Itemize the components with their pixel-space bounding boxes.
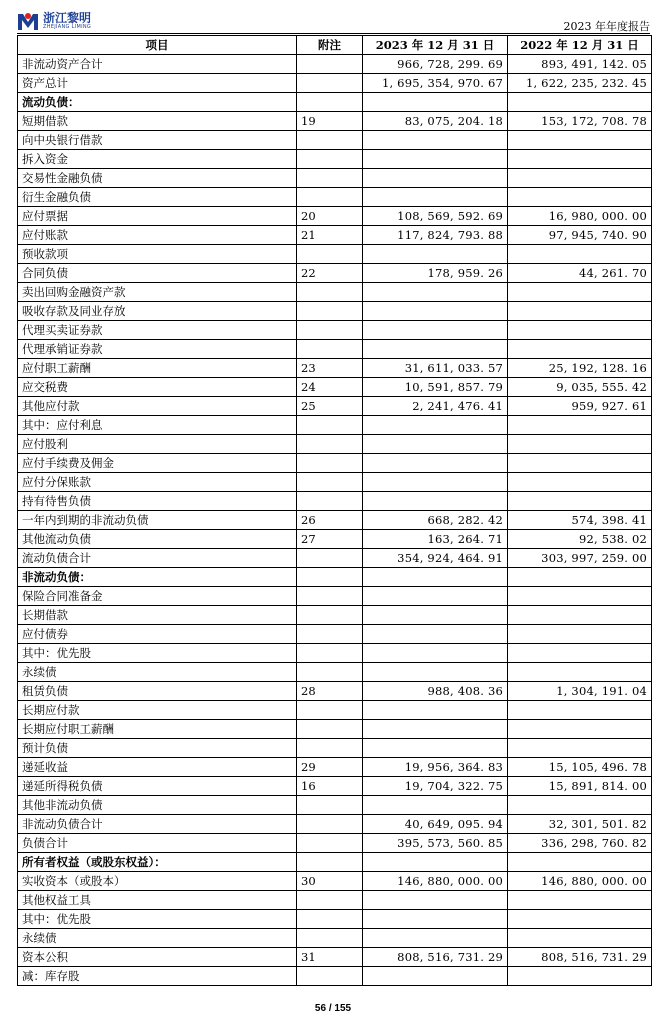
row-item-label: 递延所得税负债 bbox=[18, 777, 297, 796]
row-item-label: 应交税费 bbox=[18, 378, 297, 397]
table-row bbox=[18, 283, 652, 302]
row-item-label: 保险合同准备金 bbox=[18, 587, 297, 606]
table-row bbox=[18, 264, 652, 283]
row-note bbox=[297, 625, 363, 644]
row-note bbox=[297, 644, 363, 663]
row-value-2022 bbox=[508, 492, 652, 511]
table-row bbox=[18, 112, 652, 131]
row-item-label: 应付票据 bbox=[18, 207, 297, 226]
row-value-2023 bbox=[363, 131, 508, 150]
row-item-label: 一年内到期的非流动负债 bbox=[18, 511, 297, 530]
row-note bbox=[297, 492, 363, 511]
row-item-label: 代理买卖证券款 bbox=[18, 321, 297, 340]
row-value-2023: 354, 924, 464. 91 bbox=[363, 549, 508, 568]
row-value-2022 bbox=[508, 169, 652, 188]
table-row bbox=[18, 701, 652, 720]
row-value-2022: 9, 035, 555. 42 bbox=[508, 378, 652, 397]
row-value-2022 bbox=[508, 568, 652, 587]
row-item-label: 交易性金融负债 bbox=[18, 169, 297, 188]
row-note bbox=[297, 55, 363, 74]
table-row bbox=[18, 511, 652, 530]
row-note bbox=[297, 701, 363, 720]
row-item-label: 永续债 bbox=[18, 929, 297, 948]
row-value-2022: 336, 298, 760. 82 bbox=[508, 834, 652, 853]
row-value-2022 bbox=[508, 796, 652, 815]
row-value-2022 bbox=[508, 929, 652, 948]
table-header-row bbox=[18, 36, 652, 55]
row-item-label: 应付股利 bbox=[18, 435, 297, 454]
row-item-label: 非流动负债： bbox=[18, 568, 297, 587]
table-row bbox=[18, 720, 652, 739]
row-value-2022: 808, 516, 731. 29 bbox=[508, 948, 652, 967]
row-value-2023 bbox=[363, 644, 508, 663]
row-value-2023 bbox=[363, 720, 508, 739]
row-value-2022 bbox=[508, 644, 652, 663]
table-row bbox=[18, 473, 652, 492]
row-value-2023 bbox=[363, 321, 508, 340]
row-item-label: 应付账款 bbox=[18, 226, 297, 245]
row-value-2023 bbox=[363, 416, 508, 435]
table-row bbox=[18, 758, 652, 777]
row-item-label: 递延收益 bbox=[18, 758, 297, 777]
row-value-2022 bbox=[508, 663, 652, 682]
column-header-note: 附注 bbox=[297, 36, 363, 55]
row-value-2023: 668, 282. 42 bbox=[363, 511, 508, 530]
row-item-label: 其他应付款 bbox=[18, 397, 297, 416]
table-row bbox=[18, 568, 652, 587]
table-row bbox=[18, 644, 652, 663]
row-value-2023: 395, 573, 560. 85 bbox=[363, 834, 508, 853]
row-value-2022: 959, 927. 61 bbox=[508, 397, 652, 416]
table-row bbox=[18, 378, 652, 397]
table-row bbox=[18, 815, 652, 834]
row-value-2023: 988, 408. 36 bbox=[363, 682, 508, 701]
row-value-2023 bbox=[363, 568, 508, 587]
table-row bbox=[18, 93, 652, 112]
logo-english-text: ZHEJIANG LIMING bbox=[43, 24, 92, 30]
liming-logo-icon bbox=[17, 11, 39, 31]
row-note bbox=[297, 606, 363, 625]
row-item-label: 衍生金融负债 bbox=[18, 188, 297, 207]
row-value-2023 bbox=[363, 606, 508, 625]
table-row bbox=[18, 853, 652, 872]
row-item-label: 非流动负债合计 bbox=[18, 815, 297, 834]
row-value-2023 bbox=[363, 587, 508, 606]
table-row bbox=[18, 340, 652, 359]
row-value-2022 bbox=[508, 435, 652, 454]
table-row bbox=[18, 435, 652, 454]
row-note: 29 bbox=[297, 758, 363, 777]
row-item-label: 吸收存款及同业存放 bbox=[18, 302, 297, 321]
table-row bbox=[18, 131, 652, 150]
row-item-label: 持有待售负债 bbox=[18, 492, 297, 511]
row-value-2022 bbox=[508, 625, 652, 644]
table-row bbox=[18, 625, 652, 644]
row-value-2023 bbox=[363, 929, 508, 948]
row-value-2022 bbox=[508, 283, 652, 302]
row-value-2023 bbox=[363, 796, 508, 815]
row-value-2023 bbox=[363, 454, 508, 473]
row-item-label: 向中央银行借款 bbox=[18, 131, 297, 150]
row-value-2023 bbox=[363, 93, 508, 112]
row-item-label: 短期借款 bbox=[18, 112, 297, 131]
table-row bbox=[18, 739, 652, 758]
row-item-label: 流动负债： bbox=[18, 93, 297, 112]
row-value-2022: 15, 105, 496. 78 bbox=[508, 758, 652, 777]
table-row bbox=[18, 207, 652, 226]
table-body bbox=[18, 55, 652, 986]
row-value-2022: 92, 538. 02 bbox=[508, 530, 652, 549]
row-note bbox=[297, 739, 363, 758]
row-note bbox=[297, 796, 363, 815]
table-row bbox=[18, 606, 652, 625]
row-item-label: 拆入资金 bbox=[18, 150, 297, 169]
row-value-2022 bbox=[508, 454, 652, 473]
row-value-2023 bbox=[363, 302, 508, 321]
row-value-2023 bbox=[363, 492, 508, 511]
row-item-label: 应付职工薪酬 bbox=[18, 359, 297, 378]
table-row bbox=[18, 188, 652, 207]
row-note: 28 bbox=[297, 682, 363, 701]
table-row bbox=[18, 967, 652, 986]
column-header-2022: 2022 年 12 月 31 日 bbox=[508, 36, 652, 55]
row-note bbox=[297, 188, 363, 207]
row-note: 24 bbox=[297, 378, 363, 397]
row-value-2022 bbox=[508, 967, 652, 986]
row-note bbox=[297, 967, 363, 986]
row-value-2023: 83, 075, 204. 18 bbox=[363, 112, 508, 131]
row-item-label: 实收资本（或股本） bbox=[18, 872, 297, 891]
row-value-2022: 1, 304, 191. 04 bbox=[508, 682, 652, 701]
report-title: 2023 年年度报告 bbox=[563, 20, 650, 33]
row-note bbox=[297, 74, 363, 93]
row-item-label: 预计负债 bbox=[18, 739, 297, 758]
row-value-2022: 32, 301, 501. 82 bbox=[508, 815, 652, 834]
row-value-2022: 893, 491, 142. 05 bbox=[508, 55, 652, 74]
row-note bbox=[297, 454, 363, 473]
row-item-label: 长期借款 bbox=[18, 606, 297, 625]
row-value-2022 bbox=[508, 416, 652, 435]
row-value-2023 bbox=[363, 283, 508, 302]
row-value-2023 bbox=[363, 169, 508, 188]
logo-chinese-text: 浙江黎明 bbox=[43, 11, 92, 25]
table-row bbox=[18, 663, 652, 682]
row-item-label: 合同负债 bbox=[18, 264, 297, 283]
row-value-2022 bbox=[508, 606, 652, 625]
table-row bbox=[18, 948, 652, 967]
row-value-2022 bbox=[508, 587, 652, 606]
row-note bbox=[297, 150, 363, 169]
table-row bbox=[18, 245, 652, 264]
row-value-2022: 25, 192, 128. 16 bbox=[508, 359, 652, 378]
row-value-2022 bbox=[508, 701, 652, 720]
row-value-2022 bbox=[508, 302, 652, 321]
row-item-label: 应付分保账款 bbox=[18, 473, 297, 492]
row-note: 23 bbox=[297, 359, 363, 378]
row-note bbox=[297, 473, 363, 492]
row-value-2022 bbox=[508, 150, 652, 169]
row-value-2023: 108, 569, 592. 69 bbox=[363, 207, 508, 226]
row-item-label: 负债合计 bbox=[18, 834, 297, 853]
row-value-2023 bbox=[363, 435, 508, 454]
row-value-2022 bbox=[508, 720, 652, 739]
row-value-2023: 966, 728, 299. 69 bbox=[363, 55, 508, 74]
row-value-2022 bbox=[508, 188, 652, 207]
row-note bbox=[297, 131, 363, 150]
table-row bbox=[18, 55, 652, 74]
row-item-label: 非流动资产合计 bbox=[18, 55, 297, 74]
row-value-2023: 178, 959. 26 bbox=[363, 264, 508, 283]
table-row bbox=[18, 891, 652, 910]
row-note bbox=[297, 549, 363, 568]
row-value-2023 bbox=[363, 739, 508, 758]
table-row bbox=[18, 530, 652, 549]
row-item-label: 资产总计 bbox=[18, 74, 297, 93]
table-row bbox=[18, 359, 652, 378]
page-header bbox=[17, 9, 650, 33]
row-value-2022 bbox=[508, 739, 652, 758]
row-note: 27 bbox=[297, 530, 363, 549]
row-note: 16 bbox=[297, 777, 363, 796]
row-note: 21 bbox=[297, 226, 363, 245]
row-note bbox=[297, 929, 363, 948]
row-note bbox=[297, 169, 363, 188]
row-value-2022 bbox=[508, 245, 652, 264]
row-item-label: 应付手续费及佣金 bbox=[18, 454, 297, 473]
row-note: 20 bbox=[297, 207, 363, 226]
row-value-2022: 1, 622, 235, 232. 45 bbox=[508, 74, 652, 93]
row-item-label: 永续债 bbox=[18, 663, 297, 682]
row-value-2023 bbox=[363, 967, 508, 986]
row-note: 19 bbox=[297, 112, 363, 131]
page-number: 56 / 155 bbox=[314, 1003, 352, 1014]
column-header-item: 项目 bbox=[18, 36, 297, 55]
row-note: 31 bbox=[297, 948, 363, 967]
row-value-2023 bbox=[363, 625, 508, 644]
table-row bbox=[18, 302, 652, 321]
row-note bbox=[297, 720, 363, 739]
table-row bbox=[18, 397, 652, 416]
row-value-2023 bbox=[363, 473, 508, 492]
row-value-2022: 153, 172, 708. 78 bbox=[508, 112, 652, 131]
row-value-2022: 303, 997, 259. 00 bbox=[508, 549, 652, 568]
row-value-2023 bbox=[363, 910, 508, 929]
row-value-2023: 2, 241, 476. 41 bbox=[363, 397, 508, 416]
row-item-label: 长期应付职工薪酬 bbox=[18, 720, 297, 739]
row-item-label: 所有者权益（或股东权益）： bbox=[18, 853, 297, 872]
row-item-label: 其中：优先股 bbox=[18, 910, 297, 929]
row-item-label: 应付债券 bbox=[18, 625, 297, 644]
table-row bbox=[18, 549, 652, 568]
row-note bbox=[297, 910, 363, 929]
row-note bbox=[297, 93, 363, 112]
row-note: 25 bbox=[297, 397, 363, 416]
row-note bbox=[297, 283, 363, 302]
row-value-2023: 19, 704, 322. 75 bbox=[363, 777, 508, 796]
row-value-2023: 40, 649, 095. 94 bbox=[363, 815, 508, 834]
row-note bbox=[297, 815, 363, 834]
row-note bbox=[297, 435, 363, 454]
row-value-2023 bbox=[363, 340, 508, 359]
row-item-label: 代理承销证券款 bbox=[18, 340, 297, 359]
row-note bbox=[297, 302, 363, 321]
row-note bbox=[297, 321, 363, 340]
table-row bbox=[18, 834, 652, 853]
row-value-2023: 808, 516, 731. 29 bbox=[363, 948, 508, 967]
table-row bbox=[18, 492, 652, 511]
row-note bbox=[297, 568, 363, 587]
row-note bbox=[297, 853, 363, 872]
table-row bbox=[18, 777, 652, 796]
row-note bbox=[297, 834, 363, 853]
row-value-2022: 15, 891, 814. 00 bbox=[508, 777, 652, 796]
row-value-2022: 16, 980, 000. 00 bbox=[508, 207, 652, 226]
company-logo bbox=[17, 9, 91, 33]
row-value-2023 bbox=[363, 701, 508, 720]
row-item-label: 长期应付款 bbox=[18, 701, 297, 720]
row-item-label: 卖出回购金融资产款 bbox=[18, 283, 297, 302]
row-note: 30 bbox=[297, 872, 363, 891]
row-note bbox=[297, 416, 363, 435]
row-value-2023 bbox=[363, 891, 508, 910]
row-value-2023: 1, 695, 354, 970. 67 bbox=[363, 74, 508, 93]
row-value-2022 bbox=[508, 93, 652, 112]
row-value-2023: 10, 591, 857. 79 bbox=[363, 378, 508, 397]
row-note bbox=[297, 663, 363, 682]
row-item-label: 其他权益工具 bbox=[18, 891, 297, 910]
row-value-2022 bbox=[508, 340, 652, 359]
row-value-2023 bbox=[363, 188, 508, 207]
column-header-2023: 2023 年 12 月 31 日 bbox=[363, 36, 508, 55]
table-row bbox=[18, 169, 652, 188]
row-value-2022 bbox=[508, 910, 652, 929]
table-row bbox=[18, 454, 652, 473]
table-row bbox=[18, 929, 652, 948]
row-note bbox=[297, 587, 363, 606]
table-row bbox=[18, 226, 652, 245]
header-divider bbox=[17, 33, 650, 34]
row-value-2022: 574, 398. 41 bbox=[508, 511, 652, 530]
row-item-label: 资本公积 bbox=[18, 948, 297, 967]
row-note: 22 bbox=[297, 264, 363, 283]
row-value-2022 bbox=[508, 473, 652, 492]
row-value-2023 bbox=[363, 150, 508, 169]
row-item-label: 减：库存股 bbox=[18, 967, 297, 986]
table-row bbox=[18, 74, 652, 93]
balance-sheet-table bbox=[17, 35, 652, 986]
row-item-label: 流动负债合计 bbox=[18, 549, 297, 568]
table-row bbox=[18, 587, 652, 606]
row-value-2023: 146, 880, 000. 00 bbox=[363, 872, 508, 891]
row-value-2023 bbox=[363, 663, 508, 682]
row-value-2022: 146, 880, 000. 00 bbox=[508, 872, 652, 891]
row-item-label: 租赁负债 bbox=[18, 682, 297, 701]
row-value-2022: 97, 945, 740. 90 bbox=[508, 226, 652, 245]
row-value-2022 bbox=[508, 321, 652, 340]
row-note bbox=[297, 340, 363, 359]
table-row bbox=[18, 910, 652, 929]
row-item-label: 其中：应付利息 bbox=[18, 416, 297, 435]
table-row bbox=[18, 150, 652, 169]
row-value-2022 bbox=[508, 131, 652, 150]
row-value-2023 bbox=[363, 245, 508, 264]
table-row bbox=[18, 796, 652, 815]
table-row bbox=[18, 682, 652, 701]
row-item-label: 其他非流动负债 bbox=[18, 796, 297, 815]
row-value-2022: 44, 261. 70 bbox=[508, 264, 652, 283]
row-value-2022 bbox=[508, 853, 652, 872]
row-item-label: 预收款项 bbox=[18, 245, 297, 264]
row-value-2022 bbox=[508, 891, 652, 910]
table-row bbox=[18, 872, 652, 891]
table-row bbox=[18, 416, 652, 435]
row-item-label: 其他流动负债 bbox=[18, 530, 297, 549]
row-note bbox=[297, 891, 363, 910]
row-item-label: 其中：优先股 bbox=[18, 644, 297, 663]
table-row bbox=[18, 321, 652, 340]
row-value-2023: 31, 611, 033. 57 bbox=[363, 359, 508, 378]
row-value-2023: 117, 824, 793. 88 bbox=[363, 226, 508, 245]
row-value-2023 bbox=[363, 853, 508, 872]
row-note bbox=[297, 245, 363, 264]
row-value-2023: 163, 264. 71 bbox=[363, 530, 508, 549]
row-value-2023: 19, 956, 364. 83 bbox=[363, 758, 508, 777]
row-note: 26 bbox=[297, 511, 363, 530]
